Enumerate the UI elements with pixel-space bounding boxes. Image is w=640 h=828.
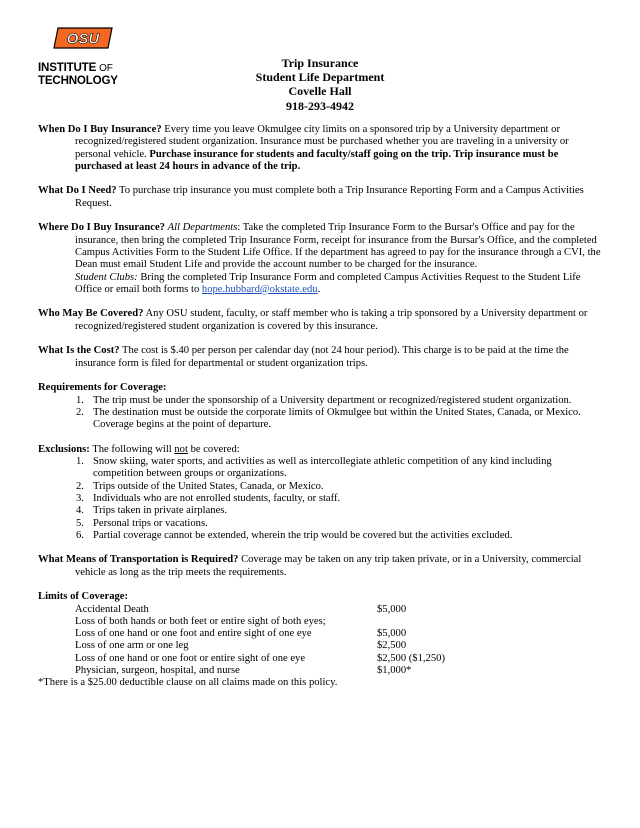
where-clubs-label: Student Clubs:	[75, 271, 138, 283]
limits-row	[38, 616, 604, 628]
list-item	[38, 493, 604, 505]
osu-brand-text: OSU	[66, 30, 100, 48]
limit-label: Accidental Death	[75, 603, 149, 615]
exclusions-list	[38, 456, 604, 542]
when-question: When Do I Buy Insurance?	[38, 124, 162, 135]
requirements-list	[38, 395, 604, 432]
header-phone: 918-293-4942	[286, 98, 354, 113]
list-text: Trips taken in private airplanes.	[93, 505, 228, 517]
exclusions-title: Exclusions:	[38, 443, 90, 455]
where-question: Where Do I Buy Insurance?	[38, 222, 165, 234]
document-body	[38, 124, 604, 690]
list-item	[38, 518, 604, 530]
list-number: 1.	[76, 394, 84, 406]
when-text: Every time you leave Okmulgee city limits on a sponsored trip by a University department or recognized/registered student organization. Insurance must be purchased whether you are traveling in a university or personal vehicle.	[75, 124, 569, 160]
limits-row	[38, 653, 604, 665]
list-text: The destination must be outside the corporate limits of Okmulgee but within the United States, Canada, or Mexico. Coverage begins at the point of departure.	[93, 406, 581, 431]
who-text: Any OSU student, faculty, or staff member who is taking a trip sponsored by a University department or recognized/registered student organization is covered by this insurance.	[75, 308, 588, 332]
section-exclusions	[38, 444, 604, 542]
limit-amount: $2,500	[377, 640, 407, 652]
requirements-title: Requirements for Coverage:	[38, 382, 167, 394]
logo-institute: INSTITUTE	[38, 61, 97, 74]
list-item	[38, 407, 604, 432]
list-text: Partial coverage cannot be extended, wherein the trip would be covered but the activities excluded.	[93, 529, 513, 541]
list-text: The trip must be under the sponsorship of a University department or recognized/registered student organization.	[93, 394, 572, 406]
section-cost	[38, 345, 604, 370]
list-number: 6.	[76, 529, 84, 541]
limit-label: Loss of one hand or one foot and entire sight of one eye	[75, 628, 312, 640]
limit-amount: $1,000*	[377, 665, 412, 677]
limit-label: Loss of one hand or one foot or entire sight of one eye	[75, 652, 306, 664]
list-text: Individuals who are not enrolled students, faculty, or staff.	[93, 492, 341, 504]
list-item	[38, 505, 604, 517]
limits-row	[38, 628, 604, 640]
limit-amount: $2,500 ($1,250)	[377, 652, 445, 664]
list-item	[38, 530, 604, 542]
email-link[interactable]: hope.hubbard@okstate.edu	[201, 283, 318, 295]
list-number: 5.	[76, 517, 84, 529]
exclusions-intro: The following will	[89, 443, 175, 455]
cost-question: What Is the Cost?	[38, 345, 120, 357]
limit-amount: $5,000	[377, 603, 407, 615]
section-who	[38, 308, 604, 333]
list-number: 2.	[76, 406, 84, 418]
list-text: Trips outside of the United States, Canada, or Mexico.	[93, 480, 324, 492]
limits-row	[38, 640, 604, 652]
header-building: Covelle Hall	[288, 84, 352, 99]
list-item	[38, 395, 604, 407]
limits-title: Limits of Coverage:	[38, 591, 129, 603]
who-question: Who May Be Covered?	[38, 308, 144, 320]
what-need-text: To purchase trip insurance you must complete both a Trip Insurance Reporting Form and a Campus Activities Request.	[75, 185, 584, 209]
list-number: 2.	[76, 480, 84, 492]
cost-text: The cost is $.40 per person per calendar day (not 24 hour period). This charge is to be paid at the time the insurance form is filed for departmental or student organization trips.	[75, 345, 569, 369]
limits-row	[38, 665, 604, 677]
logo-technology: TECHNOLOGY	[38, 74, 118, 87]
limit-amount: $5,000	[377, 628, 407, 640]
limits-row	[38, 604, 604, 616]
limits-footnote: *There is a $25.00 deductible clause on all claims made on this policy.	[38, 677, 338, 689]
header-department: Student Life Department	[255, 70, 385, 85]
where-dept-text: : Take the completed Trip Insurance Form to the Bursar's Office and pay for the insurance, then bring the completed Trip Insurance Form, receipt for insurance from the Bursar's Office, and the completed Campus Activities Form to the Student Life Office. If the department has agreed to pay for the insurance through a CVI, the Dean must email Student Life and provide the account number to be charged for the insurance.	[75, 222, 601, 271]
limit-label: Loss of both hands or both feet or entire sight of both eyes;	[75, 615, 326, 627]
limit-label: Loss of one arm or one leg	[75, 640, 189, 652]
where-departments	[38, 222, 604, 271]
exclusions-intro-end: be covered:	[187, 443, 240, 455]
where-dept-label: All Departments	[167, 222, 238, 234]
section-when	[38, 124, 604, 173]
section-requirements	[38, 382, 604, 431]
list-text: Personal trips or vacations.	[93, 517, 208, 529]
logo-of: OF	[99, 63, 113, 74]
list-number: 1.	[76, 456, 84, 468]
section-limits	[38, 591, 604, 689]
section-where	[38, 222, 604, 296]
list-item	[38, 456, 604, 481]
limit-label: Physician, surgeon, hospital, and nurse	[75, 665, 240, 677]
document-header	[0, 56, 640, 113]
list-item	[38, 481, 604, 493]
exclusions-not: not	[174, 443, 188, 455]
section-transport	[38, 554, 604, 579]
what-need-question: What Do I Need?	[38, 185, 117, 197]
where-email-end: .	[317, 283, 321, 295]
list-number: 4.	[76, 505, 84, 517]
when-bold-text: Purchase insurance for students and faculty/staff going on the trip. Trip insurance must be purchased at least 24 hours in advance of the trip.	[75, 148, 559, 172]
list-text: Snow skiing, water sports, and activities as well as intercollegiate athletic competition of any kind including competition between groups or organizations.	[93, 456, 552, 480]
osu-brand-mark-icon	[52, 26, 116, 50]
section-what-need	[38, 185, 604, 210]
where-clubs-text: Bring the completed Trip Insurance Form and completed Campus Activities Request to the Student Life Office or email both forms to	[75, 271, 581, 295]
transport-text: Coverage may be taken on any trip taken private, or in a University, commercial vehicle as long as the trip meets the requirements.	[75, 554, 582, 578]
list-number: 3.	[76, 492, 84, 504]
transport-question: What Means of Transportation is Required?	[38, 554, 239, 566]
where-clubs	[38, 272, 604, 297]
header-title: Trip Insurance	[281, 56, 359, 70]
